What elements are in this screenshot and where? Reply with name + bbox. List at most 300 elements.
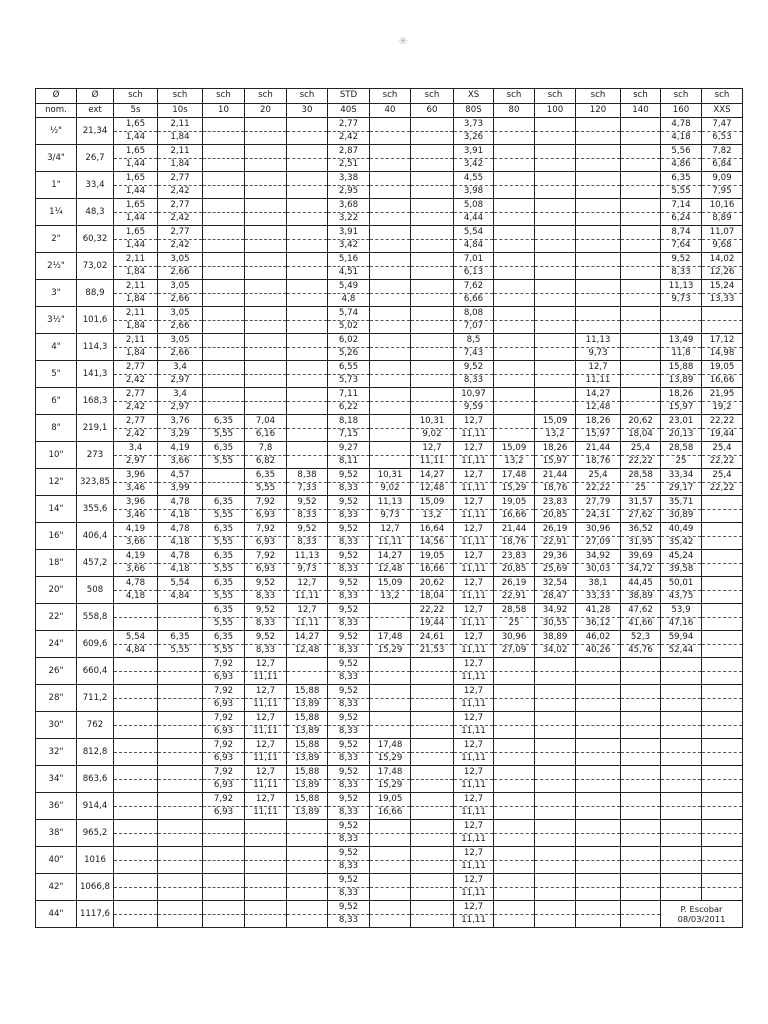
wall-thickness-lower: 13,89 — [661, 374, 702, 388]
wall-thickness-lower — [287, 158, 328, 172]
wall-thickness-lower — [245, 374, 287, 388]
table-row — [36, 860, 743, 874]
column-header-top: sch — [245, 89, 287, 104]
wall-thickness-upper — [158, 685, 203, 699]
wall-thickness-upper: 25,4 — [621, 442, 661, 456]
wall-thickness-upper — [370, 415, 411, 429]
wall-thickness-lower: 11,11 — [411, 455, 454, 469]
wall-thickness-upper: 5,74 — [328, 307, 370, 321]
table-row — [36, 698, 743, 712]
wall-thickness-upper — [287, 820, 328, 834]
wall-thickness-lower: 8,33 — [328, 482, 370, 496]
wall-thickness-upper: 12,7 — [454, 442, 494, 456]
wall-thickness-lower: 5,55 — [203, 455, 245, 469]
wall-thickness-lower — [535, 401, 576, 415]
column-header-bottom: nom. — [36, 103, 77, 118]
wall-thickness-lower: 22,91 — [535, 536, 576, 550]
wall-thickness-upper — [411, 226, 454, 240]
wall-thickness-upper: 18,26 — [661, 388, 702, 402]
wall-thickness-lower: 11,11 — [245, 779, 287, 793]
wall-thickness-lower: 8,33 — [287, 509, 328, 523]
column-header-bottom: 5s — [114, 103, 158, 118]
wall-thickness-upper — [245, 388, 287, 402]
wall-thickness-upper — [576, 820, 621, 834]
wall-thickness-upper — [576, 118, 621, 132]
wall-thickness-upper: 12,7 — [411, 442, 454, 456]
wall-thickness-upper: 12,7 — [454, 901, 494, 915]
wall-thickness-upper — [158, 820, 203, 834]
wall-thickness-lower — [494, 374, 535, 388]
wall-thickness-lower: 9,73 — [370, 509, 411, 523]
outer-diameter-cell: 863,6 — [77, 766, 114, 793]
wall-thickness-lower — [203, 293, 245, 307]
wall-thickness-lower: 30,55 — [535, 617, 576, 631]
table-row — [36, 199, 743, 213]
wall-thickness-lower: 1,44 — [114, 212, 158, 226]
wall-thickness-upper: 52,3 — [621, 631, 661, 645]
wall-thickness-lower — [370, 887, 411, 901]
wall-thickness-lower — [411, 914, 454, 928]
wall-thickness-lower: 9,02 — [370, 482, 411, 496]
wall-thickness-upper: 6,35 — [203, 604, 245, 618]
wall-thickness-upper — [287, 280, 328, 294]
wall-thickness-lower: 8,33 — [328, 833, 370, 847]
wall-thickness-upper: 5,54 — [114, 631, 158, 645]
wall-thickness-upper: 10,31 — [370, 469, 411, 483]
outer-diameter-cell: 406,4 — [77, 523, 114, 550]
wall-thickness-lower — [661, 779, 702, 793]
wall-thickness-lower — [621, 806, 661, 820]
table-row — [36, 415, 743, 429]
wall-thickness-lower — [411, 374, 454, 388]
wall-thickness-upper — [411, 361, 454, 375]
wall-thickness-lower: 5,55 — [203, 644, 245, 658]
wall-thickness-upper: 5,54 — [454, 226, 494, 240]
table-row — [36, 131, 743, 145]
wall-thickness-lower: 2,42 — [114, 428, 158, 442]
wall-thickness-upper: 3,76 — [158, 415, 203, 429]
outer-diameter-cell: 219,1 — [77, 415, 114, 442]
column-header-bottom: 160 — [661, 103, 702, 118]
wall-thickness-upper — [411, 712, 454, 726]
outer-diameter-cell: 21,34 — [77, 118, 114, 145]
wall-thickness-upper — [494, 388, 535, 402]
wall-thickness-upper — [576, 145, 621, 159]
nominal-diameter-cell: 10" — [36, 442, 77, 469]
wall-thickness-lower — [203, 212, 245, 226]
wall-thickness-upper: 30,96 — [576, 523, 621, 537]
wall-thickness-upper: 12,7 — [454, 712, 494, 726]
outer-diameter-cell: 273 — [77, 442, 114, 469]
wall-thickness-lower — [411, 833, 454, 847]
wall-thickness-upper — [702, 523, 743, 537]
wall-thickness-lower — [535, 833, 576, 847]
wall-thickness-upper: 59,94 — [661, 631, 702, 645]
wall-thickness-upper: 31,57 — [621, 496, 661, 510]
wall-thickness-upper — [411, 253, 454, 267]
wall-thickness-lower — [702, 644, 743, 658]
wall-thickness-upper — [621, 388, 661, 402]
wall-thickness-upper — [661, 658, 702, 672]
wall-thickness-upper — [621, 793, 661, 807]
wall-thickness-lower: 11,11 — [454, 536, 494, 550]
wall-thickness-upper: 3,05 — [158, 334, 203, 348]
wall-thickness-upper — [535, 739, 576, 753]
wall-thickness-upper — [411, 280, 454, 294]
wall-thickness-lower — [158, 725, 203, 739]
wall-thickness-lower — [370, 671, 411, 685]
wall-thickness-lower: 35,42 — [661, 536, 702, 550]
wall-thickness-upper: 2,77 — [328, 118, 370, 132]
wall-thickness-lower: 11,11 — [454, 563, 494, 577]
wall-thickness-lower: 5,55 — [245, 482, 287, 496]
wall-thickness-upper: 2,11 — [158, 145, 203, 159]
table-row — [36, 631, 743, 645]
wall-thickness-lower — [621, 725, 661, 739]
wall-thickness-lower: 18,76 — [576, 455, 621, 469]
wall-thickness-upper — [576, 766, 621, 780]
wall-thickness-upper: 9,52 — [328, 766, 370, 780]
table-row — [36, 374, 743, 388]
wall-thickness-lower — [621, 833, 661, 847]
wall-thickness-upper: 9,52 — [328, 496, 370, 510]
wall-thickness-lower — [158, 833, 203, 847]
wall-thickness-lower — [158, 617, 203, 631]
wall-thickness-lower — [411, 860, 454, 874]
wall-thickness-upper — [287, 847, 328, 861]
wall-thickness-lower: 52,44 — [661, 644, 702, 658]
column-header-bottom: 40 — [370, 103, 411, 118]
wall-thickness-lower: 12,48 — [287, 644, 328, 658]
wall-thickness-lower — [576, 671, 621, 685]
nominal-diameter-cell: 40" — [36, 847, 77, 874]
wall-thickness-lower — [702, 779, 743, 793]
wall-thickness-upper: 20,62 — [411, 577, 454, 591]
wall-thickness-lower — [114, 752, 158, 766]
wall-thickness-upper: 7,92 — [203, 712, 245, 726]
wall-thickness-lower — [535, 698, 576, 712]
wall-thickness-lower: 41,66 — [621, 617, 661, 631]
column-header-top: sch — [535, 89, 576, 104]
wall-thickness-upper — [370, 874, 411, 888]
header-row-2 — [36, 103, 743, 118]
wall-thickness-lower: 11,11 — [370, 536, 411, 550]
wall-thickness-upper: 7,11 — [328, 388, 370, 402]
wall-thickness-upper — [203, 253, 245, 267]
wall-thickness-lower — [245, 914, 287, 928]
wall-thickness-upper: 22,22 — [702, 415, 743, 429]
wall-thickness-lower: 24,31 — [576, 509, 621, 523]
wall-thickness-upper — [203, 388, 245, 402]
outer-diameter-cell: 60,32 — [77, 226, 114, 253]
wall-thickness-upper: 23,83 — [535, 496, 576, 510]
wall-thickness-lower: 6,24 — [661, 212, 702, 226]
wall-thickness-upper — [621, 199, 661, 213]
wall-thickness-upper — [535, 685, 576, 699]
wall-thickness-lower: 2,95 — [328, 185, 370, 199]
wall-thickness-upper — [245, 820, 287, 834]
wall-thickness-lower — [158, 698, 203, 712]
wall-thickness-lower — [203, 914, 245, 928]
wall-thickness-upper — [535, 145, 576, 159]
wall-thickness-lower: 7,15 — [328, 428, 370, 442]
wall-thickness-upper: 6,35 — [158, 631, 203, 645]
wall-thickness-lower — [370, 374, 411, 388]
wall-thickness-lower — [114, 860, 158, 874]
wall-thickness-upper — [370, 226, 411, 240]
wall-thickness-lower: 18,76 — [494, 536, 535, 550]
wall-thickness-upper — [287, 118, 328, 132]
wall-thickness-upper — [370, 847, 411, 861]
wall-thickness-upper — [576, 685, 621, 699]
wall-thickness-upper — [621, 172, 661, 186]
column-header-bottom: 140 — [621, 103, 661, 118]
table-row — [36, 820, 743, 834]
wall-thickness-upper — [702, 685, 743, 699]
wall-thickness-upper: 12,7 — [245, 685, 287, 699]
wall-thickness-upper — [370, 145, 411, 159]
wall-thickness-upper — [245, 361, 287, 375]
wall-thickness-upper — [535, 793, 576, 807]
wall-thickness-upper — [287, 388, 328, 402]
wall-thickness-lower — [621, 131, 661, 145]
wall-thickness-lower — [114, 833, 158, 847]
wall-thickness-lower: 2,42 — [158, 239, 203, 253]
wall-thickness-upper: 15,09 — [535, 415, 576, 429]
wall-thickness-lower: 11,11 — [454, 617, 494, 631]
wall-thickness-lower — [245, 239, 287, 253]
signature-block — [661, 901, 743, 928]
wall-thickness-upper: 41,28 — [576, 604, 621, 618]
wall-thickness-upper — [621, 874, 661, 888]
wall-thickness-lower: 34,02 — [535, 644, 576, 658]
outer-diameter-cell: 812,8 — [77, 739, 114, 766]
wall-thickness-lower: 2,42 — [114, 401, 158, 415]
wall-thickness-lower — [411, 131, 454, 145]
wall-thickness-lower: 3,66 — [158, 455, 203, 469]
wall-thickness-lower: 1,84 — [114, 347, 158, 361]
wall-thickness-lower — [411, 671, 454, 685]
wall-thickness-upper: 29,36 — [535, 550, 576, 564]
wall-thickness-lower — [535, 185, 576, 199]
table-row — [36, 914, 743, 928]
table-row — [36, 401, 743, 415]
wall-thickness-lower: 21,53 — [411, 644, 454, 658]
wall-thickness-upper — [621, 739, 661, 753]
wall-thickness-upper — [535, 334, 576, 348]
wall-thickness-upper — [702, 766, 743, 780]
wall-thickness-lower: 4,8 — [328, 293, 370, 307]
wall-thickness-upper — [370, 712, 411, 726]
wall-thickness-lower: 3,46 — [114, 509, 158, 523]
column-header-top: sch — [576, 89, 621, 104]
wall-thickness-lower: 1,84 — [158, 131, 203, 145]
wall-thickness-lower — [287, 887, 328, 901]
wall-thickness-lower: 8,33 — [328, 752, 370, 766]
column-header-top: sch — [114, 89, 158, 104]
wall-thickness-upper: 17,48 — [494, 469, 535, 483]
wall-thickness-upper: 10,97 — [454, 388, 494, 402]
outer-diameter-cell: 1016 — [77, 847, 114, 874]
wall-thickness-lower — [702, 563, 743, 577]
outer-diameter-cell: 48,3 — [77, 199, 114, 226]
wall-thickness-upper — [702, 604, 743, 618]
wall-thickness-upper — [702, 658, 743, 672]
wall-thickness-lower: 5,55 — [203, 509, 245, 523]
wall-thickness-lower: 11,11 — [287, 617, 328, 631]
wall-thickness-lower — [535, 266, 576, 280]
wall-thickness-lower — [702, 617, 743, 631]
wall-thickness-upper: 2,77 — [158, 226, 203, 240]
wall-thickness-lower — [287, 131, 328, 145]
wall-thickness-lower: 31,95 — [621, 536, 661, 550]
wall-thickness-lower — [203, 320, 245, 334]
wall-thickness-lower — [621, 374, 661, 388]
wall-thickness-lower: 4,18 — [661, 131, 702, 145]
wall-thickness-lower: 6,93 — [203, 779, 245, 793]
table-row — [36, 347, 743, 361]
wall-thickness-lower: 6,93 — [245, 509, 287, 523]
wall-thickness-upper — [203, 145, 245, 159]
wall-thickness-upper: 14,27 — [287, 631, 328, 645]
wall-thickness-upper — [576, 739, 621, 753]
wall-thickness-upper: 1,65 — [114, 226, 158, 240]
wall-thickness-upper: 2,87 — [328, 145, 370, 159]
wall-thickness-upper — [661, 847, 702, 861]
wall-thickness-upper: 8,74 — [661, 226, 702, 240]
wall-thickness-lower: 39,58 — [661, 563, 702, 577]
wall-thickness-lower — [576, 833, 621, 847]
wall-thickness-upper: 12,7 — [454, 469, 494, 483]
wall-thickness-lower: 18,04 — [621, 428, 661, 442]
wall-thickness-upper: 2,11 — [158, 118, 203, 132]
wall-thickness-upper: 34,92 — [576, 550, 621, 564]
wall-thickness-upper: 18,26 — [535, 442, 576, 456]
wall-thickness-upper: 12,7 — [454, 793, 494, 807]
wall-thickness-lower — [411, 401, 454, 415]
wall-thickness-lower: 2,42 — [114, 374, 158, 388]
wall-thickness-upper — [702, 631, 743, 645]
wall-thickness-upper — [576, 280, 621, 294]
wall-thickness-upper: 19,05 — [411, 550, 454, 564]
wall-thickness-upper: 28,58 — [661, 442, 702, 456]
signature-author: P. Escobar — [680, 903, 723, 914]
wall-thickness-lower — [661, 860, 702, 874]
wall-thickness-lower: 38,89 — [621, 590, 661, 604]
wall-thickness-lower: 2,97 — [114, 455, 158, 469]
column-header-top: sch — [203, 89, 245, 104]
wall-thickness-lower — [245, 131, 287, 145]
wall-thickness-upper — [287, 874, 328, 888]
wall-thickness-upper: 15,88 — [661, 361, 702, 375]
wall-thickness-upper: 14,02 — [702, 253, 743, 267]
table-row — [36, 617, 743, 631]
wall-thickness-lower — [370, 455, 411, 469]
wall-thickness-upper — [287, 442, 328, 456]
wall-thickness-lower: 6,93 — [203, 698, 245, 712]
wall-thickness-upper: 16,64 — [411, 523, 454, 537]
table-row — [36, 442, 743, 456]
wall-thickness-lower: 11,11 — [454, 509, 494, 523]
wall-thickness-upper: 21,44 — [576, 442, 621, 456]
table-row — [36, 563, 743, 577]
wall-thickness-lower: 8,33 — [328, 509, 370, 523]
wall-thickness-upper — [370, 253, 411, 267]
wall-thickness-upper: 1,65 — [114, 145, 158, 159]
wall-thickness-lower — [411, 212, 454, 226]
wall-thickness-upper: 4,78 — [158, 523, 203, 537]
wall-thickness-lower: 9,73 — [661, 293, 702, 307]
wall-thickness-upper — [494, 334, 535, 348]
wall-thickness-upper: 8,18 — [328, 415, 370, 429]
wall-thickness-lower: 4,18 — [158, 536, 203, 550]
wall-thickness-lower — [621, 158, 661, 172]
wall-thickness-upper: 9,52 — [287, 496, 328, 510]
wall-thickness-lower — [621, 752, 661, 766]
wall-thickness-lower: 47,16 — [661, 617, 702, 631]
outer-diameter-cell: 660,4 — [77, 658, 114, 685]
wall-thickness-lower: 11,11 — [454, 752, 494, 766]
wall-thickness-lower — [411, 725, 454, 739]
nominal-diameter-cell: 38" — [36, 820, 77, 847]
wall-thickness-lower — [370, 914, 411, 928]
wall-thickness-upper: 7,92 — [203, 739, 245, 753]
wall-thickness-upper — [411, 334, 454, 348]
table-row — [36, 280, 743, 294]
wall-thickness-upper: 4,19 — [158, 442, 203, 456]
column-header-top: STD — [328, 89, 370, 104]
wall-thickness-lower: 11,11 — [454, 833, 494, 847]
wall-thickness-lower: 25 — [494, 617, 535, 631]
wall-thickness-upper: 6,35 — [203, 523, 245, 537]
wall-thickness-upper: 12,7 — [454, 496, 494, 510]
table-row — [36, 158, 743, 172]
wall-thickness-lower: 3,42 — [328, 239, 370, 253]
wall-thickness-upper: 28,58 — [621, 469, 661, 483]
wall-thickness-upper — [203, 199, 245, 213]
wall-thickness-lower — [494, 752, 535, 766]
wall-thickness-lower — [287, 401, 328, 415]
wall-thickness-upper: 15,09 — [370, 577, 411, 591]
wall-thickness-lower: 3,42 — [454, 158, 494, 172]
wall-thickness-lower — [203, 239, 245, 253]
wall-thickness-lower — [535, 131, 576, 145]
wall-thickness-upper — [411, 874, 454, 888]
wall-thickness-lower — [203, 374, 245, 388]
wall-thickness-upper: 47,62 — [621, 604, 661, 618]
wall-thickness-upper — [411, 172, 454, 186]
wall-thickness-lower: 11,11 — [454, 806, 494, 820]
wall-thickness-lower: 1,84 — [158, 158, 203, 172]
wall-thickness-upper: 7,92 — [203, 766, 245, 780]
wall-thickness-lower — [287, 239, 328, 253]
wall-thickness-upper: 7,47 — [702, 118, 743, 132]
wall-thickness-upper — [494, 253, 535, 267]
table-row — [36, 266, 743, 280]
wall-thickness-lower: 12,26 — [702, 266, 743, 280]
wall-thickness-lower: 11,11 — [454, 590, 494, 604]
wall-thickness-upper: 39,69 — [621, 550, 661, 564]
table-row — [36, 388, 743, 402]
wall-thickness-upper — [158, 793, 203, 807]
wall-thickness-lower — [203, 482, 245, 496]
wall-thickness-upper — [535, 199, 576, 213]
wall-thickness-lower — [370, 320, 411, 334]
outer-diameter-cell: 609,6 — [77, 631, 114, 658]
wall-thickness-lower: 8,33 — [328, 671, 370, 685]
wall-thickness-upper: 23,83 — [494, 550, 535, 564]
wall-thickness-upper — [158, 901, 203, 915]
